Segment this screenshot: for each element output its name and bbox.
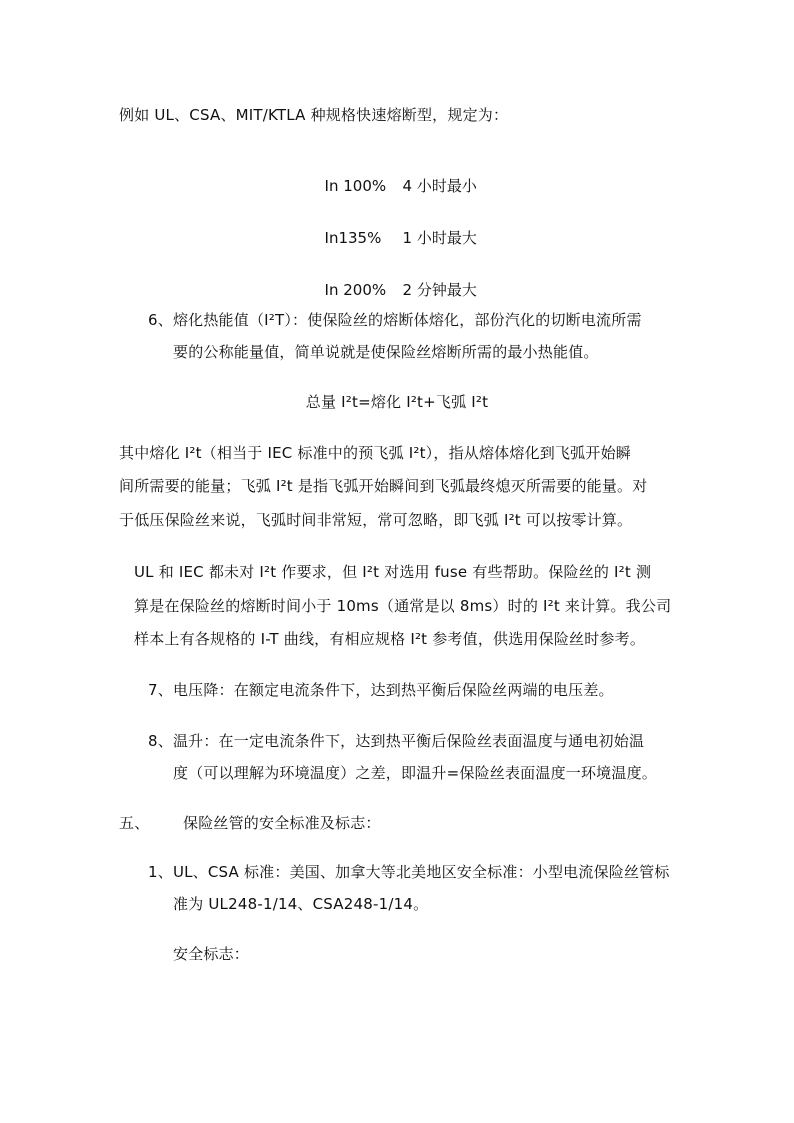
section-5-title: 保险丝管的安全标准及标志： <box>183 814 381 832</box>
spec-current: In 200% <box>324 281 387 299</box>
intro-line: 例如 UL、CSA、MIT/KTLA 种规格快速熔断型，规定为： <box>119 106 509 124</box>
spec-time: 2 分钟最大 <box>402 281 477 299</box>
item-6-line-2: 要的公称能量值，简单说就是使保险丝熔断所需的最小热能值。 <box>173 343 599 361</box>
spec-current: In135% <box>324 229 382 247</box>
paragraph-2-line-1: UL 和 IEC 都未对 I²t 作要求，但 I²t 对选用 fuse 有些帮助。保险丝的 I²t 测 <box>134 563 652 581</box>
item-1-line-1: 1、UL、CSA 标准：美国、加拿大等北美地区安全标准：小型电流保险丝管标 <box>148 863 670 881</box>
paragraph-1-line-1: 其中熔化 I²t（相当于 IEC 标准中的预飞弧 I²t），指从熔体熔化到飞弧开始瞬 <box>119 444 631 462</box>
safety-mark-label: 安全标志： <box>173 945 250 963</box>
spec-current: In 100% <box>324 177 387 195</box>
item-8-line-2: 度（可以理解为环境温度）之差，即温升=保险丝表面温度一环境温度。 <box>173 764 657 782</box>
section-5-number: 五、 <box>119 814 150 832</box>
paragraph-1-line-2: 间所需要的能量；飞弧 I²t 是指飞弧开始瞬间到飞弧最终熄灭所需要的能量。对 <box>119 477 648 495</box>
paragraph-1-line-3: 于低压保险丝来说，飞弧时间非常短，常可忽略，即飞弧 I²t 可以按零计算。 <box>119 511 633 529</box>
spec-row-1 <box>0 156 794 216</box>
item-7-line: 7、电压降：在额定电流条件下，达到热平衡后保险丝两端的电压差。 <box>148 681 614 699</box>
spec-row-2 <box>0 208 794 268</box>
paragraph-2-line-3: 样本上有各规格的 I-T 曲线，有相应规格 I²t 参考值，供选用保险丝时参考。 <box>134 630 646 648</box>
spec-time: 1 小时最大 <box>402 229 477 247</box>
item-1-line-2: 准为 UL248-1/14、CSA248-1/14。 <box>173 895 429 913</box>
spec-time: 4 小时最小 <box>402 177 477 195</box>
paragraph-2-line-2: 算是在保险丝的熔断时间小于 10ms（通常是以 8ms）时的 I²t 来计算。我公司 <box>134 597 672 615</box>
item-6-line-1: 6、熔化热能值（I²T）：使保险丝的熔断体熔化，部份汽化的切断电流所需 <box>148 311 642 329</box>
formula-line: 总量 I²t=熔化 I²t+飞弧 I²t <box>305 393 489 411</box>
item-8-line-1: 8、温升：在一定电流条件下，达到热平衡后保险丝表面温度与通电初始温 <box>148 732 645 750</box>
